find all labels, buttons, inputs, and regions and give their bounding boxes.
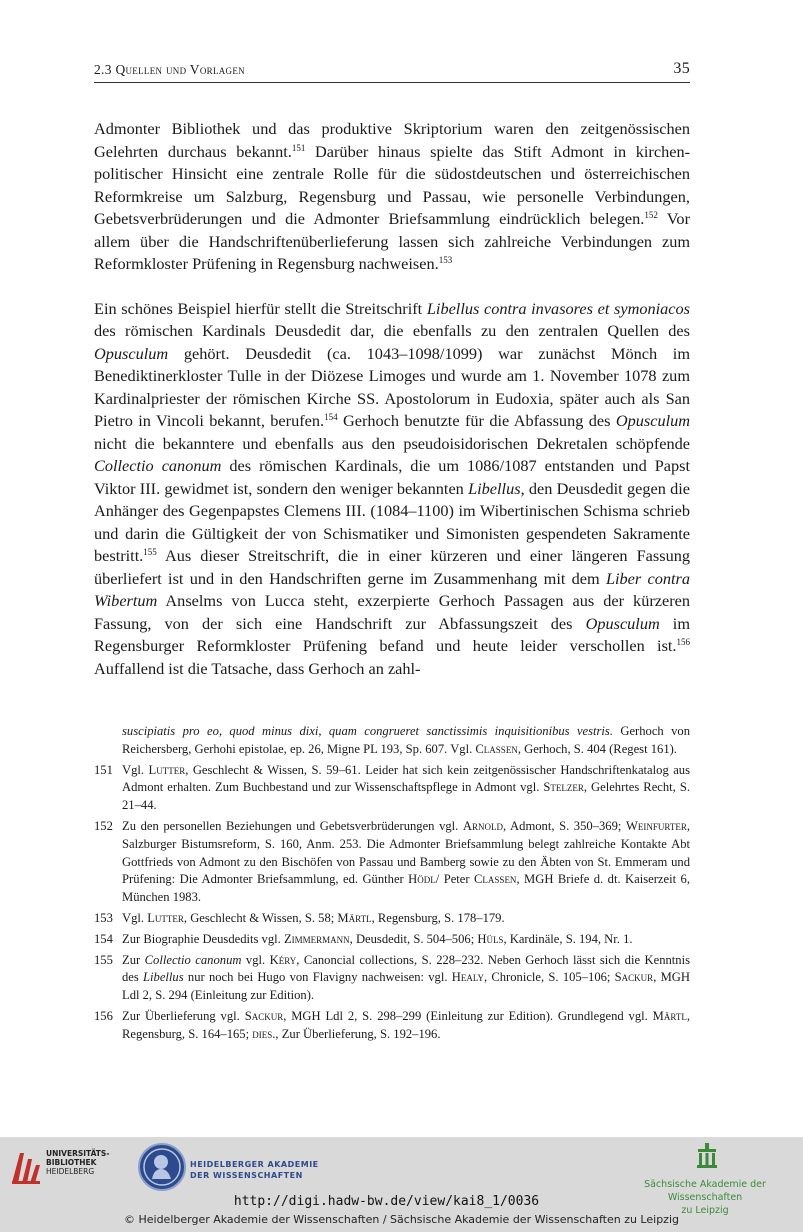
text-run: , Chronicle, S. 105–106; <box>483 970 615 985</box>
author-name: Stelzer <box>543 780 584 795</box>
academy-name <box>190 1159 319 1181</box>
text-run: Anselms von Lucca steht, exzerpierte Gerhoch Passagen aus der kürzeren Fassung, von der sich eine Handschrift zur Abfassungszeit des <box>94 591 690 633</box>
footnote-151 <box>94 762 690 815</box>
text-run: , Kardinäle, S. 194, Nr. 1. <box>503 931 633 946</box>
author-name: Classen <box>474 872 517 887</box>
footnote-ref[interactable]: 153 <box>438 255 453 265</box>
paragraph-1 <box>94 118 690 276</box>
text-run: , MGH Ldl 2, S. 298–299 (Einleitung zur Edition). Grundlegend vgl. <box>283 1008 653 1023</box>
author-name: Kéry <box>269 952 297 967</box>
section-heading <box>94 62 245 78</box>
footnote-text <box>122 910 690 928</box>
footnote-153 <box>94 910 690 928</box>
text-run: , Admont, S. 350–369; <box>503 818 626 833</box>
author-name: dies. <box>252 1026 276 1041</box>
footer-bar <box>0 1137 803 1232</box>
author-name: Arnold <box>462 818 504 833</box>
text-run: Zur Überlieferung vgl. <box>122 1008 245 1023</box>
text-run: Vgl. <box>122 762 149 777</box>
footnote-156 <box>94 1008 690 1044</box>
university-library-logo[interactable] <box>10 1145 130 1189</box>
logo-text-line: BIBLIOTHEK <box>46 1158 97 1167</box>
text-run: gehört. Deusdedit (ca. 1043–1098/1099) war zunächst Mönch im Benediktinerkloster Tulle in der Diözese Limoges und wurde am 1. November 1078 zum Kardinalpriester der römischen Kirche SS. Apostolorum in Eudoxia, später auch als San Pietro in Vincoli bekannt, berufen. <box>94 343 690 430</box>
footnote-ref[interactable]: 156 <box>676 637 690 647</box>
author-name: Märtl <box>652 1008 687 1023</box>
italic-title: Collectio canonum <box>94 456 222 475</box>
italic-title: Liber contra Wibertum <box>94 568 690 610</box>
text-run: Aus dieser Streitschrift, die in einer kürzeren und einer längeren Fassung überliefert ist und in den Handschriften gerne im Zusammenhang mit dem <box>94 546 690 588</box>
footnote-continuation <box>94 723 690 759</box>
text-run: Zur Biographie Deusdedits vgl. <box>122 931 284 946</box>
footnote-number: 153 <box>94 910 113 925</box>
text-run: , Canoncial collections, S. 228–232. Neben Gerhoch lässt sich die Kenntnis des <box>122 952 690 985</box>
text-run: Vgl. <box>122 910 148 925</box>
running-head <box>94 62 690 83</box>
text-run: Admonter Bibliothek und das produktive Skriptorium waren den zeitgenössischen Gelehrten durchaus bekannt. <box>94 119 690 161</box>
text-run: , Geschlecht & Wissen, S. 59–61. Leider hat sich kein zeitgenössischer Handschriftenkatalog aus Admont erhalten. Zum Buchbestand und zur Wissenschaftspflege in Admont vgl. <box>122 762 690 795</box>
footnote-ref[interactable]: 152 <box>644 210 658 220</box>
logo-text-line: HEIDELBERGER AKADEMIE <box>190 1160 319 1169</box>
text-run: , Deusdedit, S. 504–506; <box>349 931 478 946</box>
text-run: vgl. <box>241 952 270 967</box>
text-run: , Zur Überlieferung, S. 192–196. <box>275 1026 441 1041</box>
footnote-ref[interactable]: 151 <box>291 142 306 153</box>
text-run: , Gelehrtes Recht, S. 21–44. <box>122 780 690 813</box>
saxon-academy-logo-icon <box>696 1143 718 1169</box>
footnote-154 <box>94 931 690 949</box>
text-run: , Regensburg, S. 178–179. <box>371 910 505 925</box>
text-run: Gerhoch benutzte für die Abfassung des <box>337 411 616 430</box>
text-run: Ein schönes Beispiel hierfür stellt die Streitschrift <box>94 298 427 318</box>
italic-quote: suscipiatis pro eo, quod minus dixi, quam congrueret sanctissimis inquisitionibus vestris. <box>122 724 613 738</box>
text-run: , Salzburger Bistumsreform, S. 160, Anm. 253. Die Admonter Briefsammlung belegt zahlreiche Kontakte Abt Gottfrieds von Admont zu den Bischöfen von Passau und Bamberg sowie zu den Äbten von St. Emmeram und Prüfening: Die Admonter Briefsammlung, ed. Günther <box>122 818 690 887</box>
text-run: nicht die bekanntere und ebenfalls aus den pseudoisidorischen Dekretalen schöpfende <box>94 433 690 453</box>
footnote-155 <box>94 952 690 1005</box>
italic-title: Libellus <box>143 970 184 985</box>
author-name: Lutter <box>147 910 184 925</box>
text-run: Zu den personellen Beziehungen und Gebetsverbrüderungen vgl. <box>122 818 463 833</box>
university-library-logo-icon <box>10 1145 42 1185</box>
permalink-url[interactable]: http://digi.hadw-bw.de/view/kai8_1/0036 <box>233 1194 540 1209</box>
author-name: Hüls <box>477 931 504 946</box>
footnote-number: 156 <box>94 1008 113 1023</box>
italic-title: Opusculum <box>585 613 660 633</box>
text-run: , Geschlecht & Wissen, S. 58; <box>183 910 338 925</box>
italic-title: Libellus contra invasores et symoniacos <box>426 298 691 318</box>
text-run: im Regensburger Reformkloster Prüfening befand und heute leider verschollen ist. <box>94 613 690 655</box>
logo-text-line: DER WISSENSCHAFTEN <box>190 1171 303 1180</box>
text-run: , MGH Ldl 2, S. 294 (Einleitung zur Edition). <box>122 970 690 1003</box>
footnote-number: 152 <box>94 818 113 833</box>
heidelberg-academy-logo[interactable] <box>138 1143 338 1193</box>
footnote-text <box>122 952 690 1005</box>
footnote-text <box>122 931 690 949</box>
text-run: Gerhoch von Reichersberg, Gerhohi epistolae, ep. 26, Migne PL 193, Sp. 607. Vgl. <box>122 724 691 756</box>
footnote-number: 154 <box>94 931 113 946</box>
author-name: Sackur <box>244 1008 284 1023</box>
logo-text-line: UNIVERSITÄTS- <box>46 1149 110 1158</box>
italic-title: Opusculum <box>615 411 691 430</box>
text-run: des römischen Kardinals, die um 1086/1087 entstanden und Papst Viktor III. gewidmet ist, sondern den weniger bekannten <box>94 456 690 498</box>
italic-title: Collectio canonum <box>144 952 242 967</box>
section-number: 2.3 <box>94 62 116 77</box>
university-library-name <box>46 1149 109 1176</box>
footnote-ref[interactable]: 154 <box>324 412 338 422</box>
paragraph-2 <box>94 298 690 681</box>
footnote-text <box>122 818 690 907</box>
text-run: nur noch bei Hugo von Flavigny nachweisen: vgl. <box>183 970 452 985</box>
text-run: / Peter <box>435 872 475 887</box>
footnote-number: 155 <box>94 952 113 967</box>
text-run: , MGH Briefe d. dt. Kaiserzeit 6, München 1983. <box>122 872 690 905</box>
footnote-number: 151 <box>94 762 113 777</box>
author-name: Lutter <box>148 762 186 777</box>
text-run: , den Deusdedit gegen die Anhänger des Gegenpapstes Clemens III. (1084–1100) im Wibertinischen Schisma schrieb und darin die Gültigkeit der von Schismatiker und Simonisten gespendeten Sakramente bestritt. <box>94 478 690 565</box>
text-run: , Regensburg, S. 164–165; <box>122 1008 690 1041</box>
italic-title: Libellus <box>468 478 521 498</box>
footnote-152 <box>94 818 690 907</box>
italic-title: Opusculum <box>94 343 169 363</box>
logo-text-line: HEIDELBERG <box>46 1167 95 1176</box>
text-run: Zur <box>122 952 145 967</box>
section-title: Quellen und Vorlagen <box>115 62 245 77</box>
text-run: Vor allem über die Handschriftenüberlieferung lassen sich zahlreiche Verbindungen zum Reformkloster Prüfening in Regensburg nachweisen. <box>94 209 690 273</box>
main-text <box>94 118 690 702</box>
author-name: Märtl <box>337 910 372 925</box>
author-name: Sackur <box>614 970 654 985</box>
author-name: Classen <box>475 741 518 756</box>
author-name: Weinfurter <box>625 818 687 833</box>
author-name: Hödl <box>408 872 436 887</box>
text-run: Auffallend ist die Tatsache, dass Gerhoch an zahl- <box>94 658 421 678</box>
footnotes <box>94 723 690 1047</box>
copyright-notice: © Heidelberger Akademie der Wissenschaften / Sächsische Akademie der Wissenschaften zu Leipzig <box>123 1213 679 1226</box>
logo-text-line: zu Leipzig <box>681 1205 729 1216</box>
text-run: Darüber hinaus spielte das Stift Admont in kirchenpolitischer Hinsicht eine zentrale Rolle für die südostdeutschen und österreichischen Reformkreise um Salzburg, Regensburg und Passau, wie personelle Verbindungen, Gebetsverbrüderungen und die Admonter Briefsammlung eindrücklich belegen. <box>94 141 691 228</box>
text-run: , Gerhoch, S. 404 (Regest 161). <box>517 741 677 756</box>
logo-text-line: Sächsische Akademie der Wissenschaften <box>644 1179 766 1203</box>
academy-medal-icon <box>138 1143 186 1191</box>
footnote-text <box>122 1008 690 1044</box>
author-name: Healy <box>451 970 484 985</box>
text-run: des römischen Kardinals Deusdedit dar, die ebenfalls zu den zentralen Quellen des <box>94 321 690 340</box>
footnote-ref[interactable]: 155 <box>143 547 157 557</box>
footnote-text <box>122 762 690 815</box>
author-name: Zimmermann <box>283 931 350 946</box>
page-number: 35 <box>673 60 690 77</box>
